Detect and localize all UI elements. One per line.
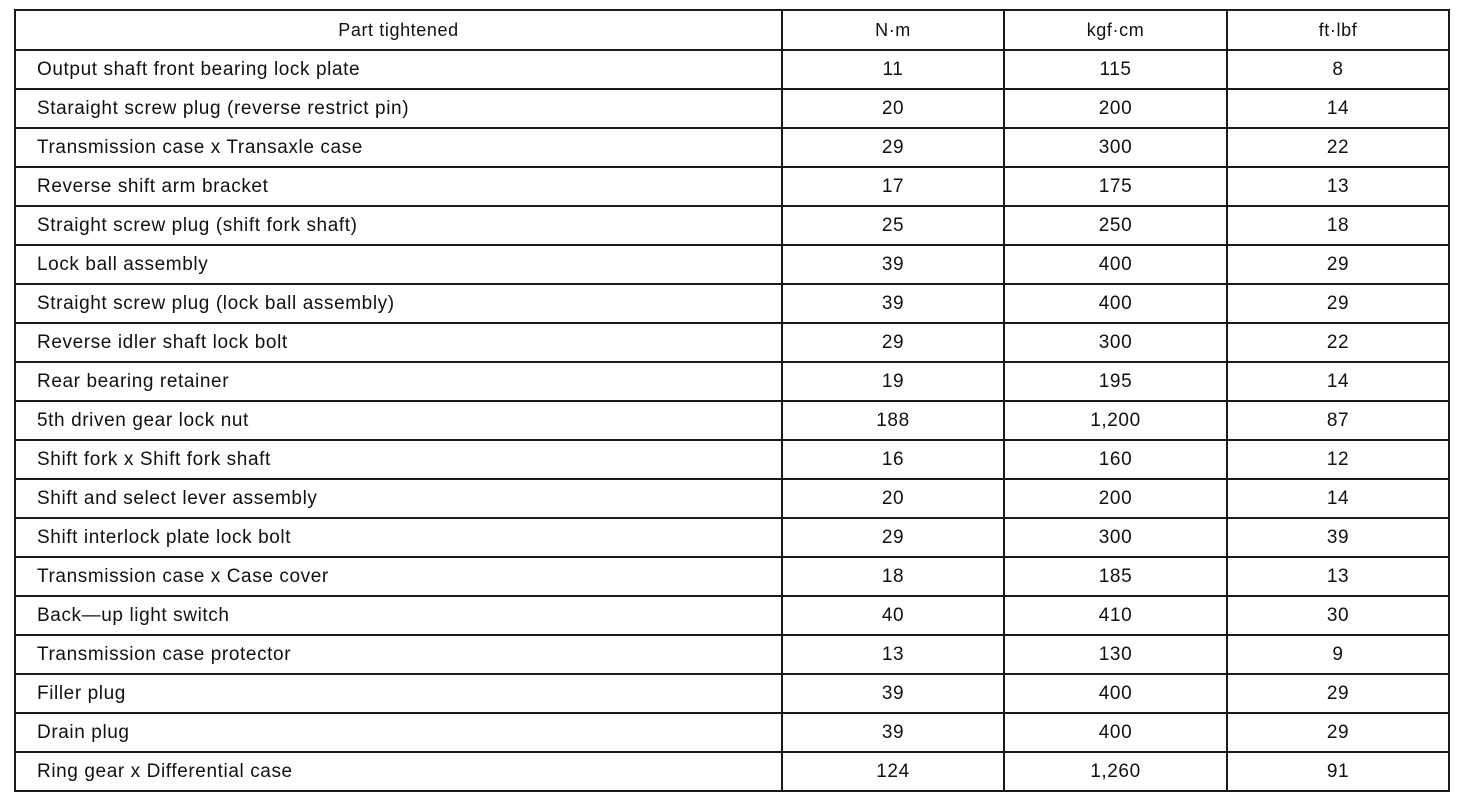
- nm-cell: 11: [782, 50, 1004, 89]
- table-row: [15, 206, 1449, 245]
- header-part-tightened: Part tightened: [15, 10, 782, 50]
- table-row: [15, 362, 1449, 401]
- part-name-cell: Reverse idler shaft lock bolt: [15, 323, 782, 362]
- nm-cell: 39: [782, 674, 1004, 713]
- nm-cell: 17: [782, 167, 1004, 206]
- kgf-cm-cell: 160: [1004, 440, 1227, 479]
- nm-cell: 39: [782, 284, 1004, 323]
- kgf-cm-cell: 200: [1004, 479, 1227, 518]
- part-name-cell: Shift fork x Shift fork shaft: [15, 440, 782, 479]
- kgf-cm-cell: 185: [1004, 557, 1227, 596]
- ft-lbf-cell: 14: [1227, 89, 1449, 128]
- part-name-cell: Transmission case protector: [15, 635, 782, 674]
- ft-lbf-cell: 29: [1227, 245, 1449, 284]
- kgf-cm-cell: 115: [1004, 50, 1227, 89]
- kgf-cm-cell: 250: [1004, 206, 1227, 245]
- table-row: [15, 479, 1449, 518]
- kgf-cm-cell: 400: [1004, 713, 1227, 752]
- part-name-cell: Output shaft front bearing lock plate: [15, 50, 782, 89]
- kgf-cm-cell: 400: [1004, 245, 1227, 284]
- table-row: [15, 401, 1449, 440]
- kgf-cm-cell: 410: [1004, 596, 1227, 635]
- ft-lbf-cell: 91: [1227, 752, 1449, 791]
- kgf-cm-cell: 300: [1004, 323, 1227, 362]
- nm-cell: 16: [782, 440, 1004, 479]
- nm-cell: 40: [782, 596, 1004, 635]
- part-name-cell: Rear bearing retainer: [15, 362, 782, 401]
- nm-cell: 25: [782, 206, 1004, 245]
- table-row: [15, 245, 1449, 284]
- part-name-cell: Reverse shift arm bracket: [15, 167, 782, 206]
- ft-lbf-cell: 12: [1227, 440, 1449, 479]
- nm-cell: 39: [782, 713, 1004, 752]
- kgf-cm-cell: 300: [1004, 518, 1227, 557]
- ft-lbf-cell: 22: [1227, 323, 1449, 362]
- part-name-cell: Transmission case x Transaxle case: [15, 128, 782, 167]
- kgf-cm-cell: 200: [1004, 89, 1227, 128]
- nm-cell: 39: [782, 245, 1004, 284]
- table-row: [15, 284, 1449, 323]
- table-row: [15, 440, 1449, 479]
- table-row: [15, 518, 1449, 557]
- part-name-cell: Lock ball assembly: [15, 245, 782, 284]
- nm-cell: 13: [782, 635, 1004, 674]
- nm-cell: 29: [782, 323, 1004, 362]
- ft-lbf-cell: 13: [1227, 557, 1449, 596]
- kgf-cm-cell: 300: [1004, 128, 1227, 167]
- table-row: [15, 557, 1449, 596]
- header-nm: N·m: [782, 10, 1004, 50]
- table-row: [15, 323, 1449, 362]
- nm-cell: 19: [782, 362, 1004, 401]
- ft-lbf-cell: 9: [1227, 635, 1449, 674]
- table-row: [15, 752, 1449, 791]
- part-name-cell: Straight screw plug (shift fork shaft): [15, 206, 782, 245]
- part-name-cell: Staraight screw plug (reverse restrict pin): [15, 89, 782, 128]
- table-row: [15, 167, 1449, 206]
- torque-spec-sheet: [14, 9, 1448, 792]
- ft-lbf-cell: 14: [1227, 362, 1449, 401]
- torque-spec-table: [14, 9, 1450, 792]
- ft-lbf-cell: 30: [1227, 596, 1449, 635]
- nm-cell: 20: [782, 89, 1004, 128]
- ft-lbf-cell: 29: [1227, 284, 1449, 323]
- table-row: [15, 713, 1449, 752]
- part-name-cell: Shift interlock plate lock bolt: [15, 518, 782, 557]
- ft-lbf-cell: 29: [1227, 713, 1449, 752]
- table-row: [15, 674, 1449, 713]
- part-name-cell: Shift and select lever assembly: [15, 479, 782, 518]
- part-name-cell: Ring gear x Differential case: [15, 752, 782, 791]
- ft-lbf-cell: 22: [1227, 128, 1449, 167]
- kgf-cm-cell: 1,200: [1004, 401, 1227, 440]
- part-name-cell: Filler plug: [15, 674, 782, 713]
- nm-cell: 18: [782, 557, 1004, 596]
- table-row: [15, 635, 1449, 674]
- table-row: [15, 596, 1449, 635]
- part-name-cell: Straight screw plug (lock ball assembly): [15, 284, 782, 323]
- nm-cell: 29: [782, 128, 1004, 167]
- table-row: [15, 128, 1449, 167]
- ft-lbf-cell: 8: [1227, 50, 1449, 89]
- ft-lbf-cell: 13: [1227, 167, 1449, 206]
- part-name-cell: Drain plug: [15, 713, 782, 752]
- nm-cell: 124: [782, 752, 1004, 791]
- nm-cell: 188: [782, 401, 1004, 440]
- part-name-cell: 5th driven gear lock nut: [15, 401, 782, 440]
- ft-lbf-cell: 29: [1227, 674, 1449, 713]
- table-header-row: [15, 10, 1449, 50]
- ft-lbf-cell: 14: [1227, 479, 1449, 518]
- part-name-cell: Transmission case x Case cover: [15, 557, 782, 596]
- header-kgf-cm: kgf·cm: [1004, 10, 1227, 50]
- kgf-cm-cell: 195: [1004, 362, 1227, 401]
- nm-cell: 20: [782, 479, 1004, 518]
- table-row: [15, 50, 1449, 89]
- table-row: [15, 89, 1449, 128]
- header-ft-lbf: ft·lbf: [1227, 10, 1449, 50]
- kgf-cm-cell: 130: [1004, 635, 1227, 674]
- kgf-cm-cell: 400: [1004, 284, 1227, 323]
- kgf-cm-cell: 1,260: [1004, 752, 1227, 791]
- kgf-cm-cell: 400: [1004, 674, 1227, 713]
- kgf-cm-cell: 175: [1004, 167, 1227, 206]
- part-name-cell: Back—up light switch: [15, 596, 782, 635]
- nm-cell: 29: [782, 518, 1004, 557]
- ft-lbf-cell: 18: [1227, 206, 1449, 245]
- ft-lbf-cell: 87: [1227, 401, 1449, 440]
- ft-lbf-cell: 39: [1227, 518, 1449, 557]
